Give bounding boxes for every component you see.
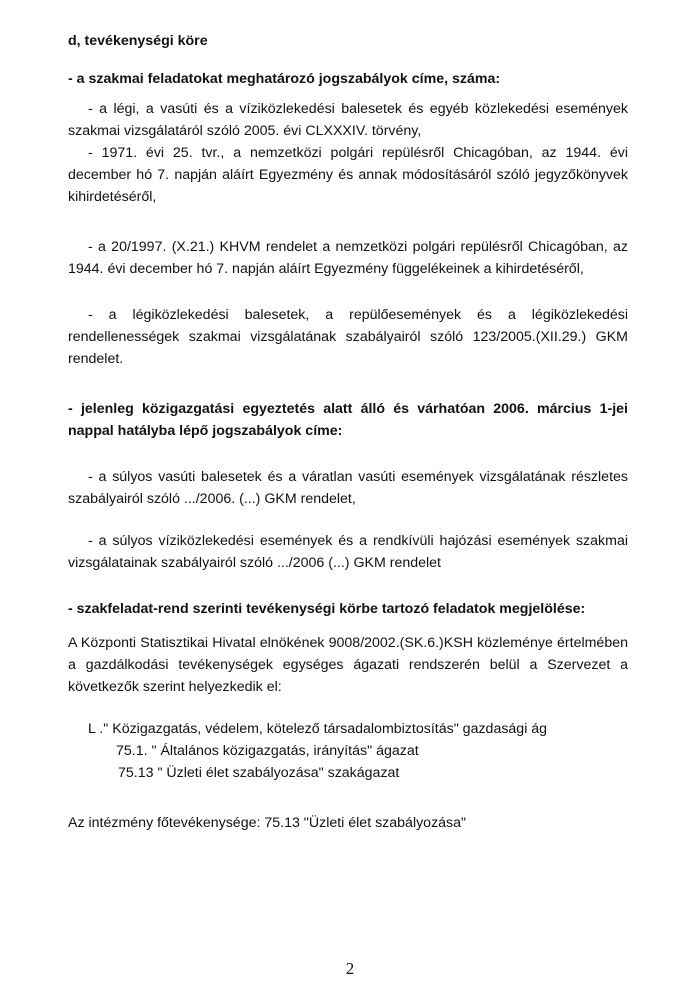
- law-item: - a légiközlekedési balesetek, a repülőesemények és a légiközlekedési rendellenességek szakmai vizsgálatának szabályairól szóló 123/2005.(XII.29.) GKM rendelet.: [68, 307, 628, 367]
- tasks-heading: - szakfeladat-rend szerinti tevékenységi körbe tartozó feladatok megjelölése:: [68, 601, 586, 617]
- page-number: 2: [345, 959, 355, 978]
- document-page: [68, 30, 628, 834]
- law-item: - 1971. évi 25. tvr., a nemzetközi polgári repülésről Chicagóban, az 1944. évi december hó 7. napján aláírt Egyezmény és annak módosításáról szóló jegyzőkönyvek kihirdetéséről,: [68, 145, 628, 205]
- law-item: - a légi, a vasúti és a víziközlekedési balesetek és egyéb közlekedési események szakmai vizsgálatáról szóló 2005. évi CLXXXIV. törvény,: [68, 101, 628, 139]
- pending-heading: - jelenleg közigazgatási egyeztetés alatt álló és várhatóan 2006. március 1-jei nappal hatályba lépő jogszabályok címe:: [68, 401, 628, 439]
- classification-line: 75.13 " Üzleti élet szabályozása" szakágazat: [118, 765, 400, 781]
- main-activity: Az intézmény főtevékenysége: 75.13 "Üzleti élet szabályozása": [68, 815, 467, 831]
- pending-item: - a súlyos vasúti balesetek és a váratlan vasúti események vizsgálatának részletes szabályairól szóló .../2006. (...) GKM rendelet,: [68, 469, 628, 507]
- law-item: - a 20/1997. (X.21.) KHVM rendelet a nemzetközi polgári repülésről Chicagóban, az 1944. évi december hó 7. napján aláírt Egyezmény függelékeinek a kihirdetéséről,: [68, 239, 628, 277]
- section-heading: d, tevékenységi köre: [68, 33, 208, 49]
- pending-item: - a súlyos víziközlekedési események és a rendkívüli hajózási események szakmai vizsgálatainak szabályairól szóló .../2006 (...) GKM rendelet: [68, 533, 628, 571]
- laws-heading: - a szakmai feladatokat meghatározó jogszabályok címe, száma:: [68, 71, 501, 87]
- tasks-intro: A Központi Statisztikai Hivatal elnökének 9008/2002.(SK.6.)KSH közleménye értelmében a gazdálkodási tevékenységek egységes ágazati rendszerén belül a Szervezet a következők szerint helyezkedik el:: [68, 635, 628, 695]
- classification-line: L ." Közigazgatás, védelem, kötelező társadalombiztosítás" gazdasági ág: [88, 721, 548, 737]
- classification-line: 75.1. " Általános közigazgatás, irányítás" ágazat: [116, 743, 419, 759]
